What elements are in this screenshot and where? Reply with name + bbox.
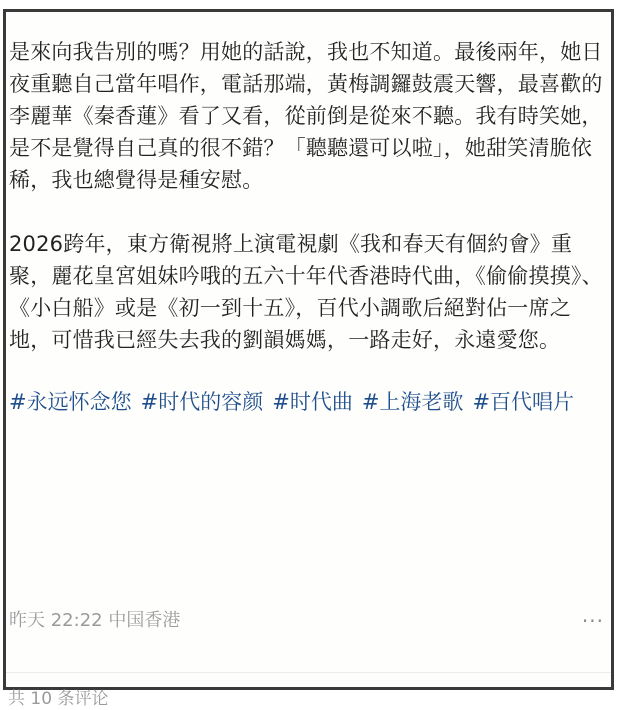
hashtag-link[interactable]: #时代的容颜 [140, 390, 264, 414]
post-paragraph-2: 2026跨年，東方衛視將上演電視劇《我和春天有個約會》重聚，麗花皇宮姐妹吟哦的五六十年代香港時代曲，《偷偷摸摸》、《小白船》或是《初一到十五》，百代小調歌后絕對佔一席之地，可惜我已經失去我的劉韻媽媽，一路走好，永遠愛您。 [9, 232, 603, 352]
post-meta [9, 606, 604, 636]
divider [6, 672, 611, 673]
post-body [9, 36, 607, 419]
hashtag-link[interactable]: #上海老歌 [361, 390, 464, 414]
more-dots-icon[interactable]: ··· [581, 609, 604, 633]
post-card [3, 9, 614, 690]
hashtag-link[interactable]: #时代曲 [272, 390, 353, 414]
post-location: 中国香港 [108, 610, 181, 631]
post-paragraph-1: 是來向我告別的嗎？用她的話說，我也不知道。最後兩年，她日夜重聽自己當年唱作，電話那端，黃梅調鑼鼓震天響，最喜歡的李麗華《秦香蓮》看了又看，從前倒是從來不聽。我有時笑她，是不是覺得自己真的很不錯？「聽聽還可以啦」，她甜笑清脆依稀，我也總覺得是種安慰。 [9, 40, 603, 192]
post-time: 昨天 22:22 [9, 610, 103, 631]
hashtag-link[interactable]: #永远怀念您 [9, 390, 132, 414]
comments-count-link[interactable]: 共 10 条评论 [8, 689, 109, 709]
hashtag-link[interactable]: #百代唱片 [472, 390, 575, 414]
hashtag-list [9, 386, 607, 419]
